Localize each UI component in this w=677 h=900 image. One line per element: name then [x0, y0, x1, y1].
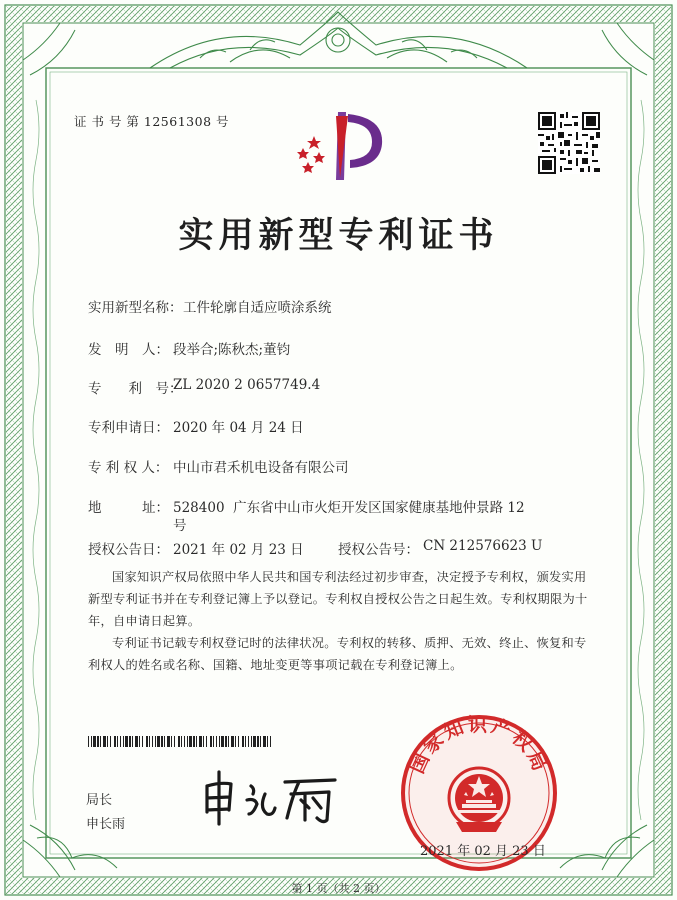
barcode-bar — [146, 736, 148, 747]
qr-code-icon — [538, 112, 600, 174]
certificate-title: 实用新型专利证书 — [178, 215, 499, 256]
barcode-bar — [174, 736, 175, 747]
barcode-bar — [171, 736, 172, 747]
barcode-bar — [260, 736, 261, 747]
statement-paragraph-1: 国家知识产权局依照中华人民共和国专利法经过初步审查，决定授予专利权，颁发实用新型专利证书并在专利登记簿上予以登记。专利权自授权公告之日起生效。专利权期限为十年，自申请日起算。 — [88, 570, 588, 628]
grant-number-label: 授权公告号： — [338, 542, 419, 558]
barcode-bar — [181, 736, 182, 747]
barcode-bar — [132, 736, 133, 747]
grant-number-value: CN 212576623 U — [423, 538, 543, 554]
barcode-bar — [117, 736, 118, 747]
barcode-bar — [242, 736, 244, 747]
certificate-number: 证 书 号 第 12561308 号 — [74, 114, 229, 129]
application-date-label: 专利申请日： — [88, 420, 169, 436]
barcode-bar — [231, 736, 234, 747]
barcode-bar — [245, 736, 246, 747]
barcode-bar — [155, 736, 156, 747]
barcode-bar — [216, 736, 217, 747]
barcode-bar — [142, 736, 143, 747]
barcode-bar — [213, 736, 214, 747]
barcode-bar — [263, 736, 266, 747]
barcode-bar — [187, 736, 188, 747]
director-title: 局长 — [86, 793, 113, 808]
barcode-bar — [135, 736, 138, 747]
barcode-bar — [139, 736, 140, 747]
barcode-bar — [225, 736, 227, 747]
grant-date-value: 2021 年 02 月 23 日 — [173, 542, 304, 558]
utility-model-name-value: 工件轮廓自适应喷涂系统 — [183, 300, 332, 316]
director-name: 申长雨 — [86, 817, 126, 832]
barcode-bar — [189, 736, 192, 747]
barcode-bar — [120, 736, 121, 747]
barcode-bar — [152, 736, 153, 747]
barcode-bar — [178, 736, 180, 747]
barcode-bar — [257, 736, 259, 747]
inventor-label: 发 明 人： — [88, 342, 169, 358]
barcode-bar — [129, 736, 131, 747]
barcode-bar — [157, 736, 160, 747]
barcode-bar — [123, 736, 124, 747]
barcode-bar — [149, 736, 150, 747]
barcode-bar — [100, 736, 101, 747]
barcode-bar — [219, 736, 220, 747]
barcode-bar — [193, 736, 195, 747]
barcode-bar — [206, 736, 207, 747]
address-value-line1: 528400 广东省中山市火炬开发区国家健康基地仲景路 12 — [173, 500, 525, 516]
barcode-bar — [184, 736, 185, 747]
barcode-bar — [114, 736, 116, 747]
barcode-bar — [267, 736, 268, 747]
patentee-value: 中山市君禾机电设备有限公司 — [173, 460, 349, 476]
barcode-bar — [221, 736, 224, 747]
grant-date-label: 授权公告日： — [88, 542, 169, 558]
utility-model-name-label: 实用新型名称： — [88, 300, 183, 316]
patentee-label: 专 利 权 人： — [88, 460, 169, 476]
barcode-bar — [203, 736, 204, 747]
signature-icon — [195, 764, 345, 830]
patent-number-label: 专 利 号： — [88, 381, 183, 397]
barcode-bar — [93, 736, 96, 747]
address-label: 地 址： — [88, 500, 169, 516]
seal-text: 国家知识产权局 — [406, 713, 552, 777]
barcode-bar — [235, 736, 236, 747]
barcode-icon — [88, 736, 272, 747]
barcode-bar — [248, 736, 249, 747]
barcode-bar — [91, 736, 92, 747]
seal-date: 2021 年 02 月 23 日 — [420, 844, 546, 859]
barcode-bar — [164, 736, 165, 747]
patent-number-value: ZL 2020 2 0657749.4 — [173, 377, 321, 393]
barcode-bar — [107, 736, 108, 747]
barcode-bar — [210, 736, 212, 747]
application-date-value: 2020 年 04 月 24 日 — [173, 420, 304, 436]
page-indicator: 第 1 页（共 2 页） — [291, 882, 386, 895]
barcode-bar — [196, 736, 197, 747]
barcode-bar — [199, 736, 202, 747]
cnipa-logo-icon — [286, 108, 390, 188]
barcode-bar — [238, 736, 239, 747]
barcode-bar — [270, 736, 271, 747]
barcode-bar — [167, 736, 170, 747]
barcode-bar — [103, 736, 106, 747]
barcode-bar — [253, 736, 256, 747]
statement-paragraph-2: 专利证书记载专利权登记时的法律状况。专利权的转移、质押、无效、终止、恢复和专利权人的姓名或名称、国籍、地址变更等事项记载在专利登记簿上。 — [88, 636, 587, 672]
inventor-value: 段举合;陈秋杰;董钧 — [173, 342, 291, 358]
barcode-bar — [88, 736, 89, 747]
barcode-bar — [251, 736, 252, 747]
barcode-bar — [125, 736, 128, 747]
barcode-bar — [110, 736, 111, 747]
barcode-bar — [97, 736, 99, 747]
barcode-bar — [161, 736, 163, 747]
address-value-line2: 号 — [173, 518, 187, 534]
barcode-bar — [228, 736, 229, 747]
